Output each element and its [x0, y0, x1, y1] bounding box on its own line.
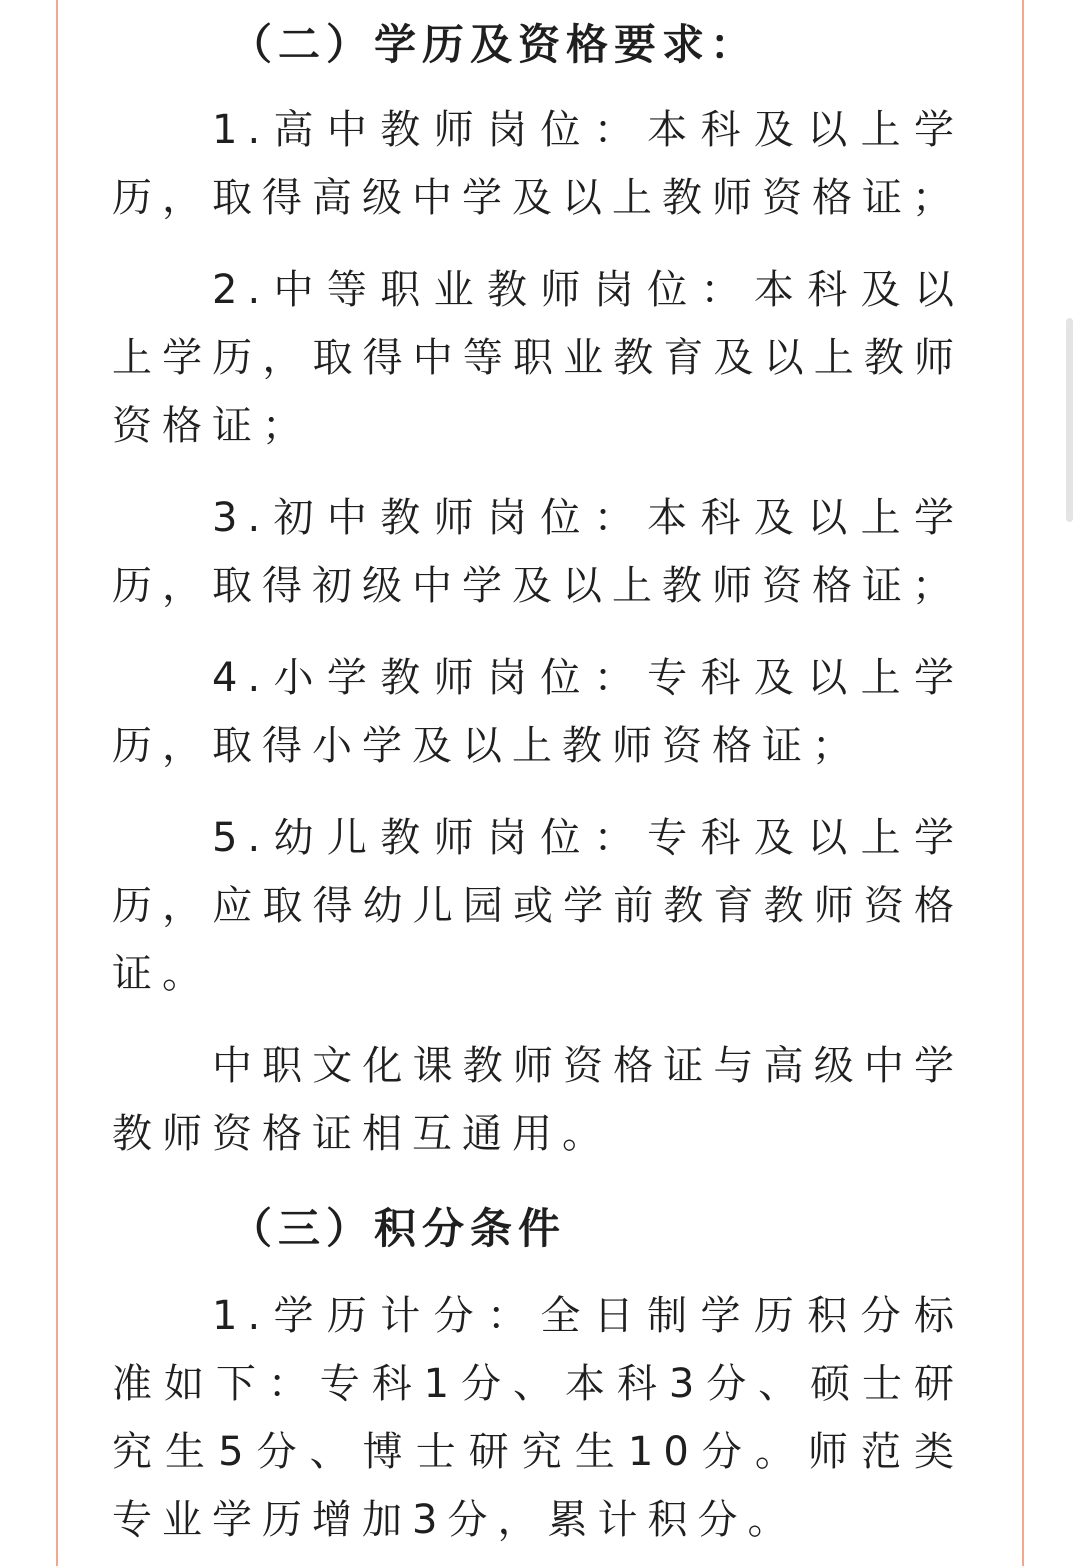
section-3-heading: （三）积分条件	[230, 1204, 567, 1253]
requirement-item-3: 3.初中教师岗位：本科及以上学历，取得初级中学及以上教师资格证；	[112, 495, 964, 609]
requirement-item-5: 5.幼儿教师岗位：专科及以上学历，应取得幼儿园或学前教育教师资格证。	[112, 815, 964, 997]
requirement-item-4: 4.小学教师岗位：专科及以上学历，取得小学及以上教师资格证；	[112, 655, 964, 769]
certificate-note: 中职文化课教师资格证与高级中学教师资格证相互通用。	[112, 1043, 964, 1157]
section-2-heading: （二）学历及资格要求：	[230, 20, 759, 69]
page-frame-right-border	[1022, 0, 1024, 1566]
points-item-1: 1.学历计分：全日制学历积分标准如下：专科1分、本科3分、硕士研究生5分、博士研究生10分。师范类专业学历增加3分，累计积分。	[112, 1293, 964, 1543]
requirement-item-2: 2.中等职业教师岗位：本科及以上学历，取得中等职业教育及以上教师资格证；	[112, 267, 964, 449]
scrollbar-thumb[interactable]	[1066, 318, 1073, 522]
page-frame-left-border	[56, 0, 58, 1566]
requirement-item-1: 1.高中教师岗位：本科及以上学历，取得高级中学及以上教师资格证；	[112, 107, 964, 221]
